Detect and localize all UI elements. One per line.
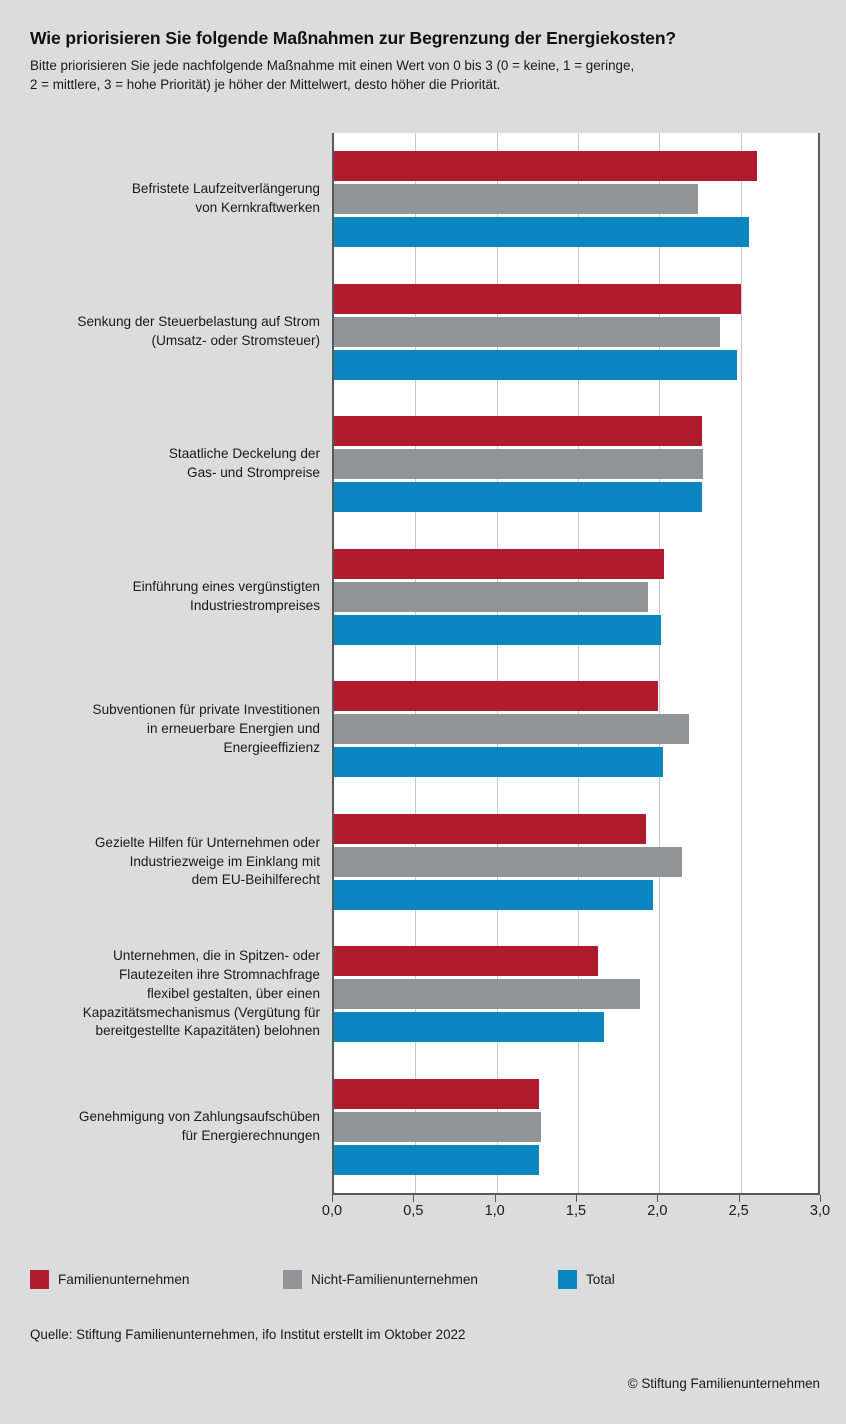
category-label-line: in erneuerbare Energien und bbox=[146, 721, 320, 736]
category-label-line: Befristete Laufzeitverlängerung bbox=[131, 181, 320, 197]
bar-nfam bbox=[334, 714, 689, 744]
bar-nfam bbox=[334, 184, 698, 214]
bar-tot bbox=[334, 615, 661, 645]
category-label-line: Flautezeiten ihre Stromnachfrage bbox=[119, 967, 320, 982]
category-label-line: Industriestrompreises bbox=[190, 597, 320, 613]
bar-nfam bbox=[334, 449, 703, 479]
bar-fam bbox=[334, 681, 658, 711]
page-title: Wie priorisieren Sie folgende Maßnahmen zur Begrenzung der Energiekosten? bbox=[30, 28, 676, 48]
bar-tot bbox=[334, 217, 749, 247]
bar-fam bbox=[334, 1079, 539, 1109]
x-tick bbox=[495, 1195, 496, 1202]
category-label-line: Staatliche Deckelung der bbox=[168, 446, 320, 462]
category-label bbox=[30, 445, 320, 483]
chart-plot-wrapper bbox=[30, 133, 831, 1233]
legend-item[interactable] bbox=[283, 1270, 478, 1289]
category-label-line: Senkung der Steuerbelastung auf Strom bbox=[77, 313, 320, 329]
x-tick-label: 1,0 bbox=[484, 1203, 505, 1219]
x-tick-label: 2,0 bbox=[647, 1203, 668, 1219]
chart-header bbox=[30, 28, 820, 94]
bar-nfam bbox=[334, 847, 682, 877]
category-label-line: (Umsatz- oder Stromsteuer) bbox=[151, 332, 320, 348]
x-tick-label: 0,5 bbox=[403, 1203, 424, 1219]
category-label bbox=[30, 834, 320, 890]
legend-swatch-icon bbox=[558, 1270, 577, 1289]
legend-item[interactable] bbox=[30, 1270, 189, 1289]
category-label bbox=[30, 180, 320, 218]
category-label-line: Energieeffizienz bbox=[223, 739, 320, 755]
chart-subtitle-line-2: 2 = mittlere, 3 = hohe Priorität) je höher der Mittelwert, desto höher die Priorität. bbox=[30, 76, 501, 92]
category-label-line: Unternehmen, die in Spitzen- oder bbox=[112, 948, 320, 964]
legend-label: Total bbox=[586, 1272, 615, 1287]
x-tick-label: 1,5 bbox=[565, 1203, 587, 1219]
category-label bbox=[30, 701, 320, 757]
bar-fam bbox=[334, 549, 664, 579]
x-tick bbox=[739, 1195, 740, 1202]
bar-fam bbox=[334, 416, 702, 446]
category-label-line: Subventionen für private Investitionen bbox=[92, 702, 320, 718]
legend-item[interactable] bbox=[558, 1270, 615, 1289]
bar-tot bbox=[334, 880, 653, 910]
x-tick bbox=[820, 1195, 821, 1202]
category-label-line: Gezielte Hilfen für Unternehmen oder bbox=[94, 834, 320, 850]
x-tick-label: 0,0 bbox=[321, 1203, 343, 1219]
category-label bbox=[30, 1108, 320, 1146]
chart-subtitle-line-1: Bitte priorisieren Sie jede nachfolgende Maßnahme mit einen Wert von 0 bis 3 (0 = keine, 1 = geringe, bbox=[30, 57, 635, 73]
bar-tot bbox=[334, 747, 663, 777]
category-label bbox=[30, 947, 320, 1041]
bar-nfam bbox=[334, 1112, 541, 1142]
category-label bbox=[30, 313, 320, 351]
bar-tot bbox=[334, 350, 737, 380]
category-label-line: Gas- und Strompreise bbox=[187, 465, 320, 480]
plot-area bbox=[332, 133, 820, 1193]
category-label-line: für Energierechnungen bbox=[181, 1127, 320, 1143]
chart-legend bbox=[30, 1270, 820, 1292]
category-label-line: Einführung eines vergünstigten bbox=[132, 578, 320, 594]
x-tick bbox=[332, 1195, 333, 1202]
x-tick bbox=[657, 1195, 658, 1202]
category-labels bbox=[30, 133, 326, 1193]
category-label-line: Industriezweige im Einklang mit bbox=[129, 853, 320, 869]
source-note: Quelle: Stiftung Familienunternehmen, ifo Institut erstellt im Oktober 2022 bbox=[30, 1327, 466, 1342]
category-label-line: flexibel gestalten, über einen bbox=[146, 985, 320, 1001]
gridline bbox=[741, 133, 742, 1193]
category-label-line: von Kernkraftwerken bbox=[195, 200, 320, 215]
legend-swatch-icon bbox=[283, 1270, 302, 1289]
category-label-line: dem EU-Beihilferecht bbox=[191, 872, 320, 888]
bar-tot bbox=[334, 1145, 539, 1175]
x-tick-label: 3,0 bbox=[809, 1203, 831, 1219]
bar-nfam bbox=[334, 582, 648, 612]
category-label-line: Genehmigung von Zahlungsaufschüben bbox=[78, 1108, 320, 1124]
legend-label: Familienunternehmen bbox=[58, 1272, 190, 1287]
x-tick bbox=[576, 1195, 577, 1202]
category-label-line: bereitgestellte Kapazitäten) belohnen bbox=[95, 1023, 320, 1039]
bar-fam bbox=[334, 814, 646, 844]
category-label bbox=[30, 578, 320, 616]
bar-tot bbox=[334, 1012, 604, 1042]
copyright-note: © Stiftung Familienunternehmen bbox=[627, 1376, 820, 1391]
bar-fam bbox=[334, 284, 741, 314]
category-label-line: Kapazitätsmechanismus (Vergütung für bbox=[82, 1004, 320, 1020]
bar-nfam bbox=[334, 317, 720, 347]
x-tick-label: 2,5 bbox=[728, 1203, 749, 1219]
bar-nfam bbox=[334, 979, 640, 1009]
x-tick bbox=[413, 1195, 414, 1202]
bar-fam bbox=[334, 946, 598, 976]
legend-swatch-icon bbox=[30, 1270, 49, 1289]
legend-label: Nicht-Familienunternehmen bbox=[311, 1272, 478, 1287]
bar-tot bbox=[334, 482, 702, 512]
bar-fam bbox=[334, 151, 757, 181]
